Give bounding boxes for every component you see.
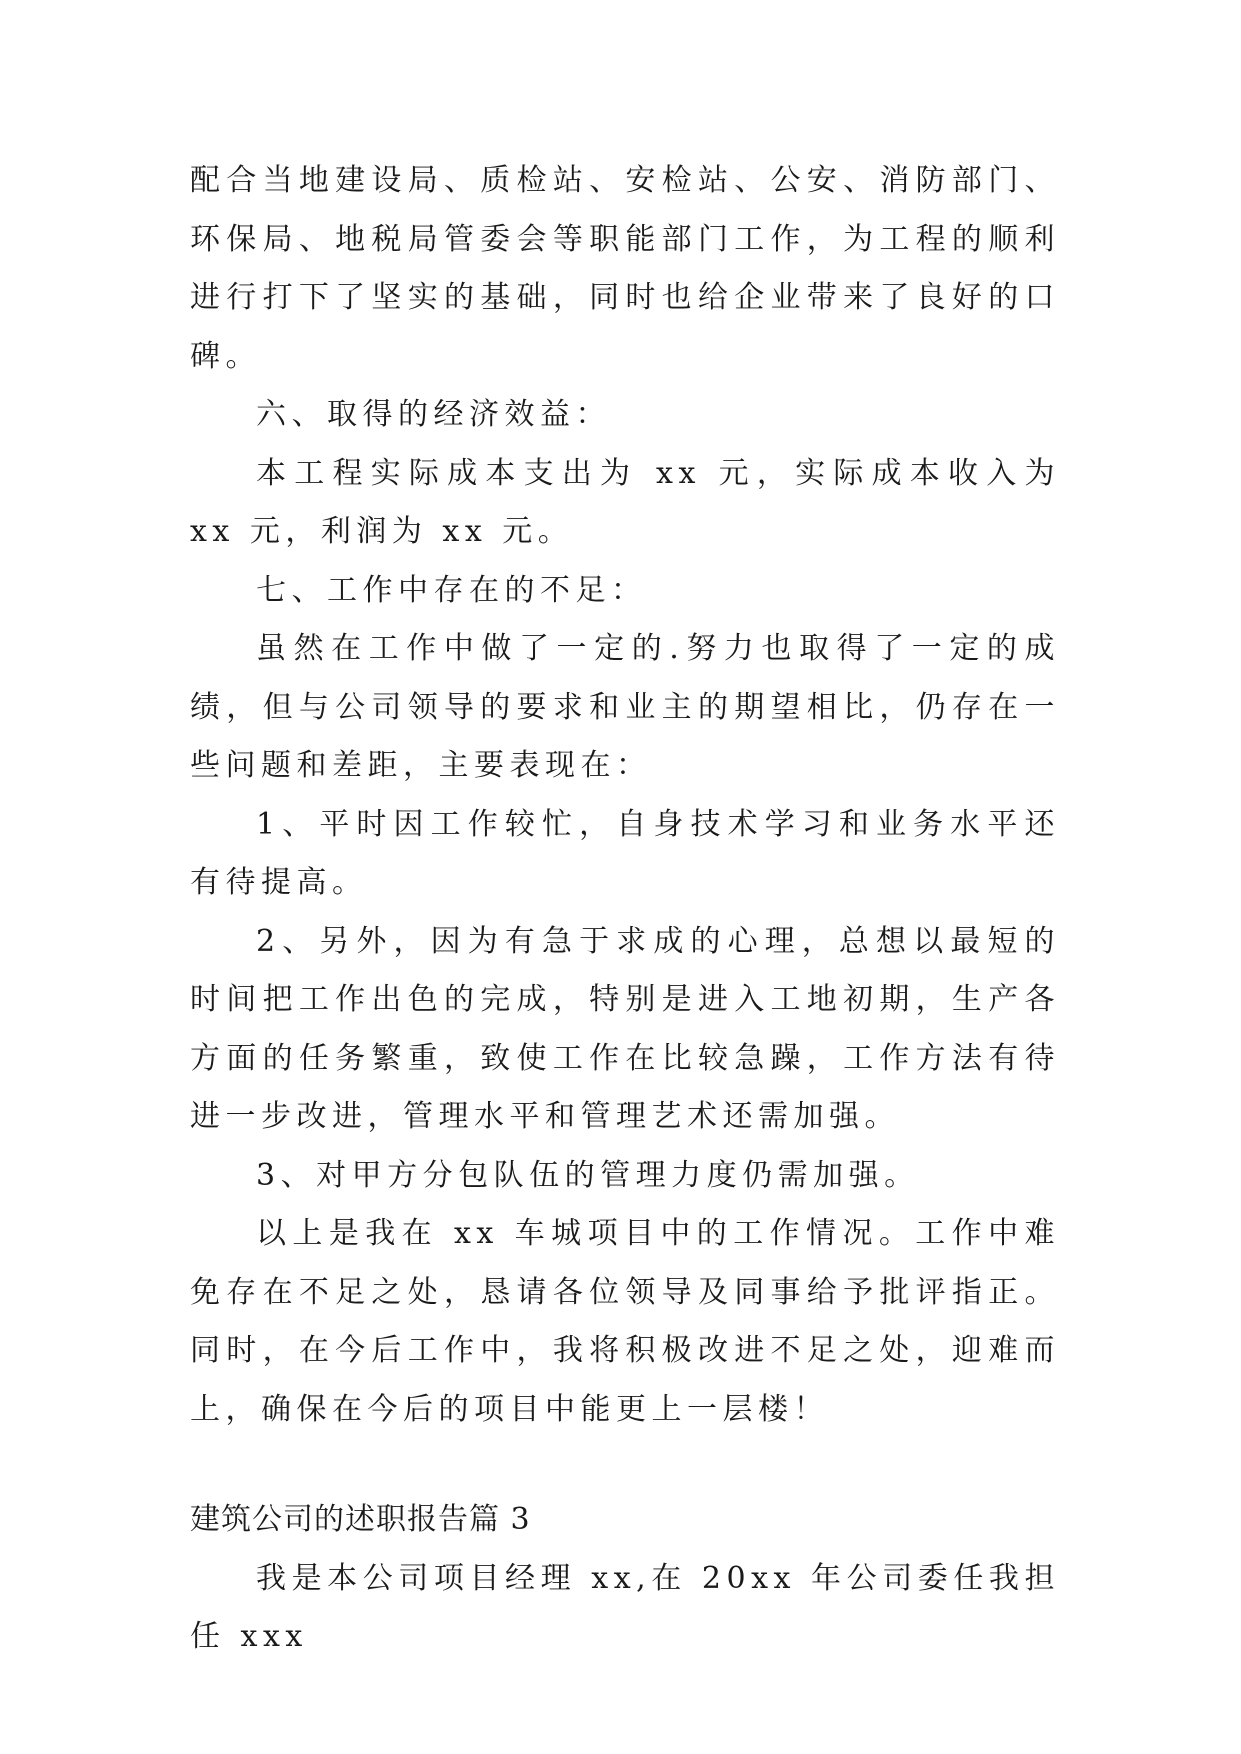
paragraph-shortcomings-intro: 虽然在工作中做了一定的.努力也取得了一定的成绩，但与公司领导的要求和业主的期望相比，仍存在一些问题和差距，主要表现在： — [190, 631, 1060, 783]
document-body — [190, 152, 1060, 1667]
list-item-3: 3、对甲方分包队伍的管理力度仍需加强。 — [256, 1157, 920, 1193]
paragraph-cooperation: 配合当地建设局、质检站、安检站、公安、消防部门、环保局、地税局管委会等职能部门工作，为工程的顺利进行打下了坚实的基础，同时也给企业带来了良好的口碑。 — [190, 163, 1060, 374]
list-item-1: 1、平时因工作较忙，自身技术学习和业务水平还有待提高。 — [190, 806, 1060, 900]
section-heading: 建筑公司的述职报告篇 3 — [190, 1502, 531, 1537]
heading-economic-benefits: 六、取得的经济效益： — [256, 397, 611, 432]
heading-shortcomings: 七、工作中存在的不足： — [256, 572, 647, 608]
paragraph-conclusion: 以上是我在 xx 车城项目中的工作情况。工作中难免存在不足之处，恳请各位领导及同事给予批评指正。同时，在今后工作中，我将积极改进不足之处，迎难而上，确保在今后的项目中能更上一层楼！ — [190, 1216, 1060, 1427]
list-item-2: 2、另外，因为有急于求成的心理，总想以最短的时间把工作出色的完成，特别是进入工地初期，生产各方面的任务繁重，致使工作在比较急躁，工作方法有待进一步改进，管理水平和管理艺术还需加强。 — [190, 923, 1060, 1134]
paragraph-section-intro: 我是本公司项目经理 xx,在 20xx 年公司委任我担任 xxx — [190, 1560, 1060, 1654]
paragraph-cost-summary: 本工程实际成本支出为 xx 元，实际成本收入为 xx 元，利润为 xx 元。 — [190, 455, 1060, 549]
